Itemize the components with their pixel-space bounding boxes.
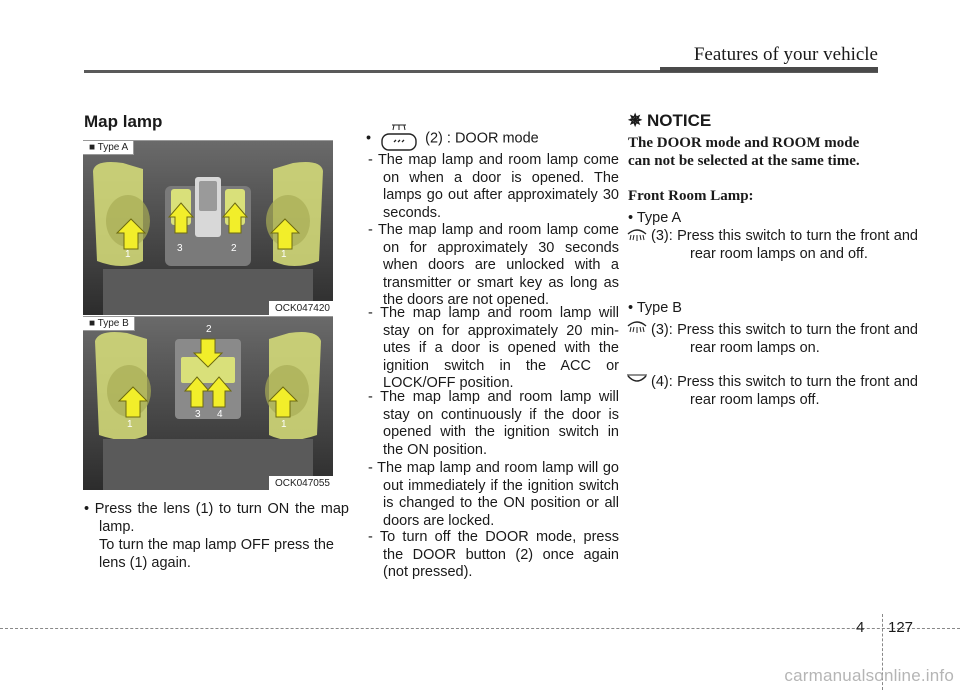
door-mode-item-6: - To turn off the DOOR mode, press the DOOR button (2) once again (not pressed).	[368, 529, 619, 580]
para-turn-off: To turn the map lamp OFF press the lens (1) again.	[99, 537, 334, 571]
front-room-lamp-title: Front Room Lamp:	[628, 188, 754, 204]
header-rule-accent	[660, 67, 878, 72]
figure-type-a-label: ■ Type A	[83, 141, 134, 155]
type-b-item-4: (4): Press this switch to turn the front and rear room lamps off.	[651, 374, 918, 408]
room-lamp-on-icon-b	[626, 318, 648, 339]
callout-2: 2	[206, 324, 212, 335]
callout-1-right: 1	[281, 249, 287, 260]
figure-type-b-code: OCK047055	[269, 476, 333, 490]
door-mode-item-5: - The map lamp and room lamp will go out immediately if the ignition switch is changed to the ON position or all doors are locked.	[368, 460, 619, 529]
type-a-label: • Type A	[628, 210, 682, 226]
notice-title: ✵ NOTICE	[628, 111, 712, 130]
callout-1-left: 1	[127, 419, 133, 430]
watermark: carmanualsonline.info	[784, 666, 954, 685]
figure-type-b-label: ■ Type B	[83, 317, 135, 331]
notice-warning: The DOOR mode and ROOM mode can not be selected at the same time.	[628, 135, 860, 169]
door-mode-item-4: - The map lamp and room lamp will stay on continuously if the door is opened with the ignition switch in the ON position.	[368, 389, 619, 458]
figure-type-a-illustration	[83, 141, 333, 315]
door-mode-item-1: - The map lamp and room lamp come on when a door is opened. The lamps go out after approximately 30 seconds.	[368, 152, 619, 221]
type-b-label: • Type B	[628, 300, 682, 316]
door-mode-item-2: - The map lamp and room lamp come on for approximately 30 seconds when doors are unlocked with a transmitter or smart key as long as the doors are not opened.	[368, 222, 619, 308]
callout-3: 3	[195, 409, 201, 420]
header-title: Features of your vehicle	[693, 44, 878, 65]
door-mode-heading-text: (2) : DOOR mode	[425, 130, 539, 147]
callout-3: 3	[177, 243, 183, 254]
door-mode-item-3: - The map lamp and room lamp will stay on for approximately 20 minutes if a door is opened with the ignition switch in the ACC or LOCK/OFF position.	[368, 305, 619, 391]
type-b-label-text: Type B	[636, 300, 682, 316]
page-section-number: 4	[856, 619, 865, 636]
bullet-press-lens: • Press the lens (1) to turn ON the map lamp.	[84, 501, 349, 535]
callout-1-right: 1	[281, 419, 287, 430]
figure-type-a	[83, 140, 333, 315]
callout-2: 2	[231, 243, 237, 254]
footer-rule	[0, 628, 960, 629]
callout-1-left: 1	[125, 249, 131, 260]
figure-type-b	[83, 316, 333, 490]
section-title-map-lamp: Map lamp	[84, 112, 163, 131]
type-b-item-3: (3): Press this switch to turn the front and rear room lamps on.	[651, 322, 918, 356]
figure-type-a-code: OCK047420	[269, 301, 333, 315]
type-a-item-3: (3): Press this switch to turn the front and rear room lamps on and off.	[651, 228, 918, 262]
room-lamp-off-icon	[626, 372, 648, 391]
bullet-press-lens-text: Press the lens (1) to turn ON the map lamp.	[94, 501, 349, 535]
figure-type-b-illustration	[83, 317, 333, 490]
callout-4: 4	[217, 409, 223, 420]
door-mode-heading: • (2) : DOOR mode	[366, 121, 606, 157]
page-number: 127	[888, 619, 914, 636]
room-lamp-on-icon-a	[626, 226, 648, 247]
type-a-label-text: Type A	[636, 210, 682, 226]
